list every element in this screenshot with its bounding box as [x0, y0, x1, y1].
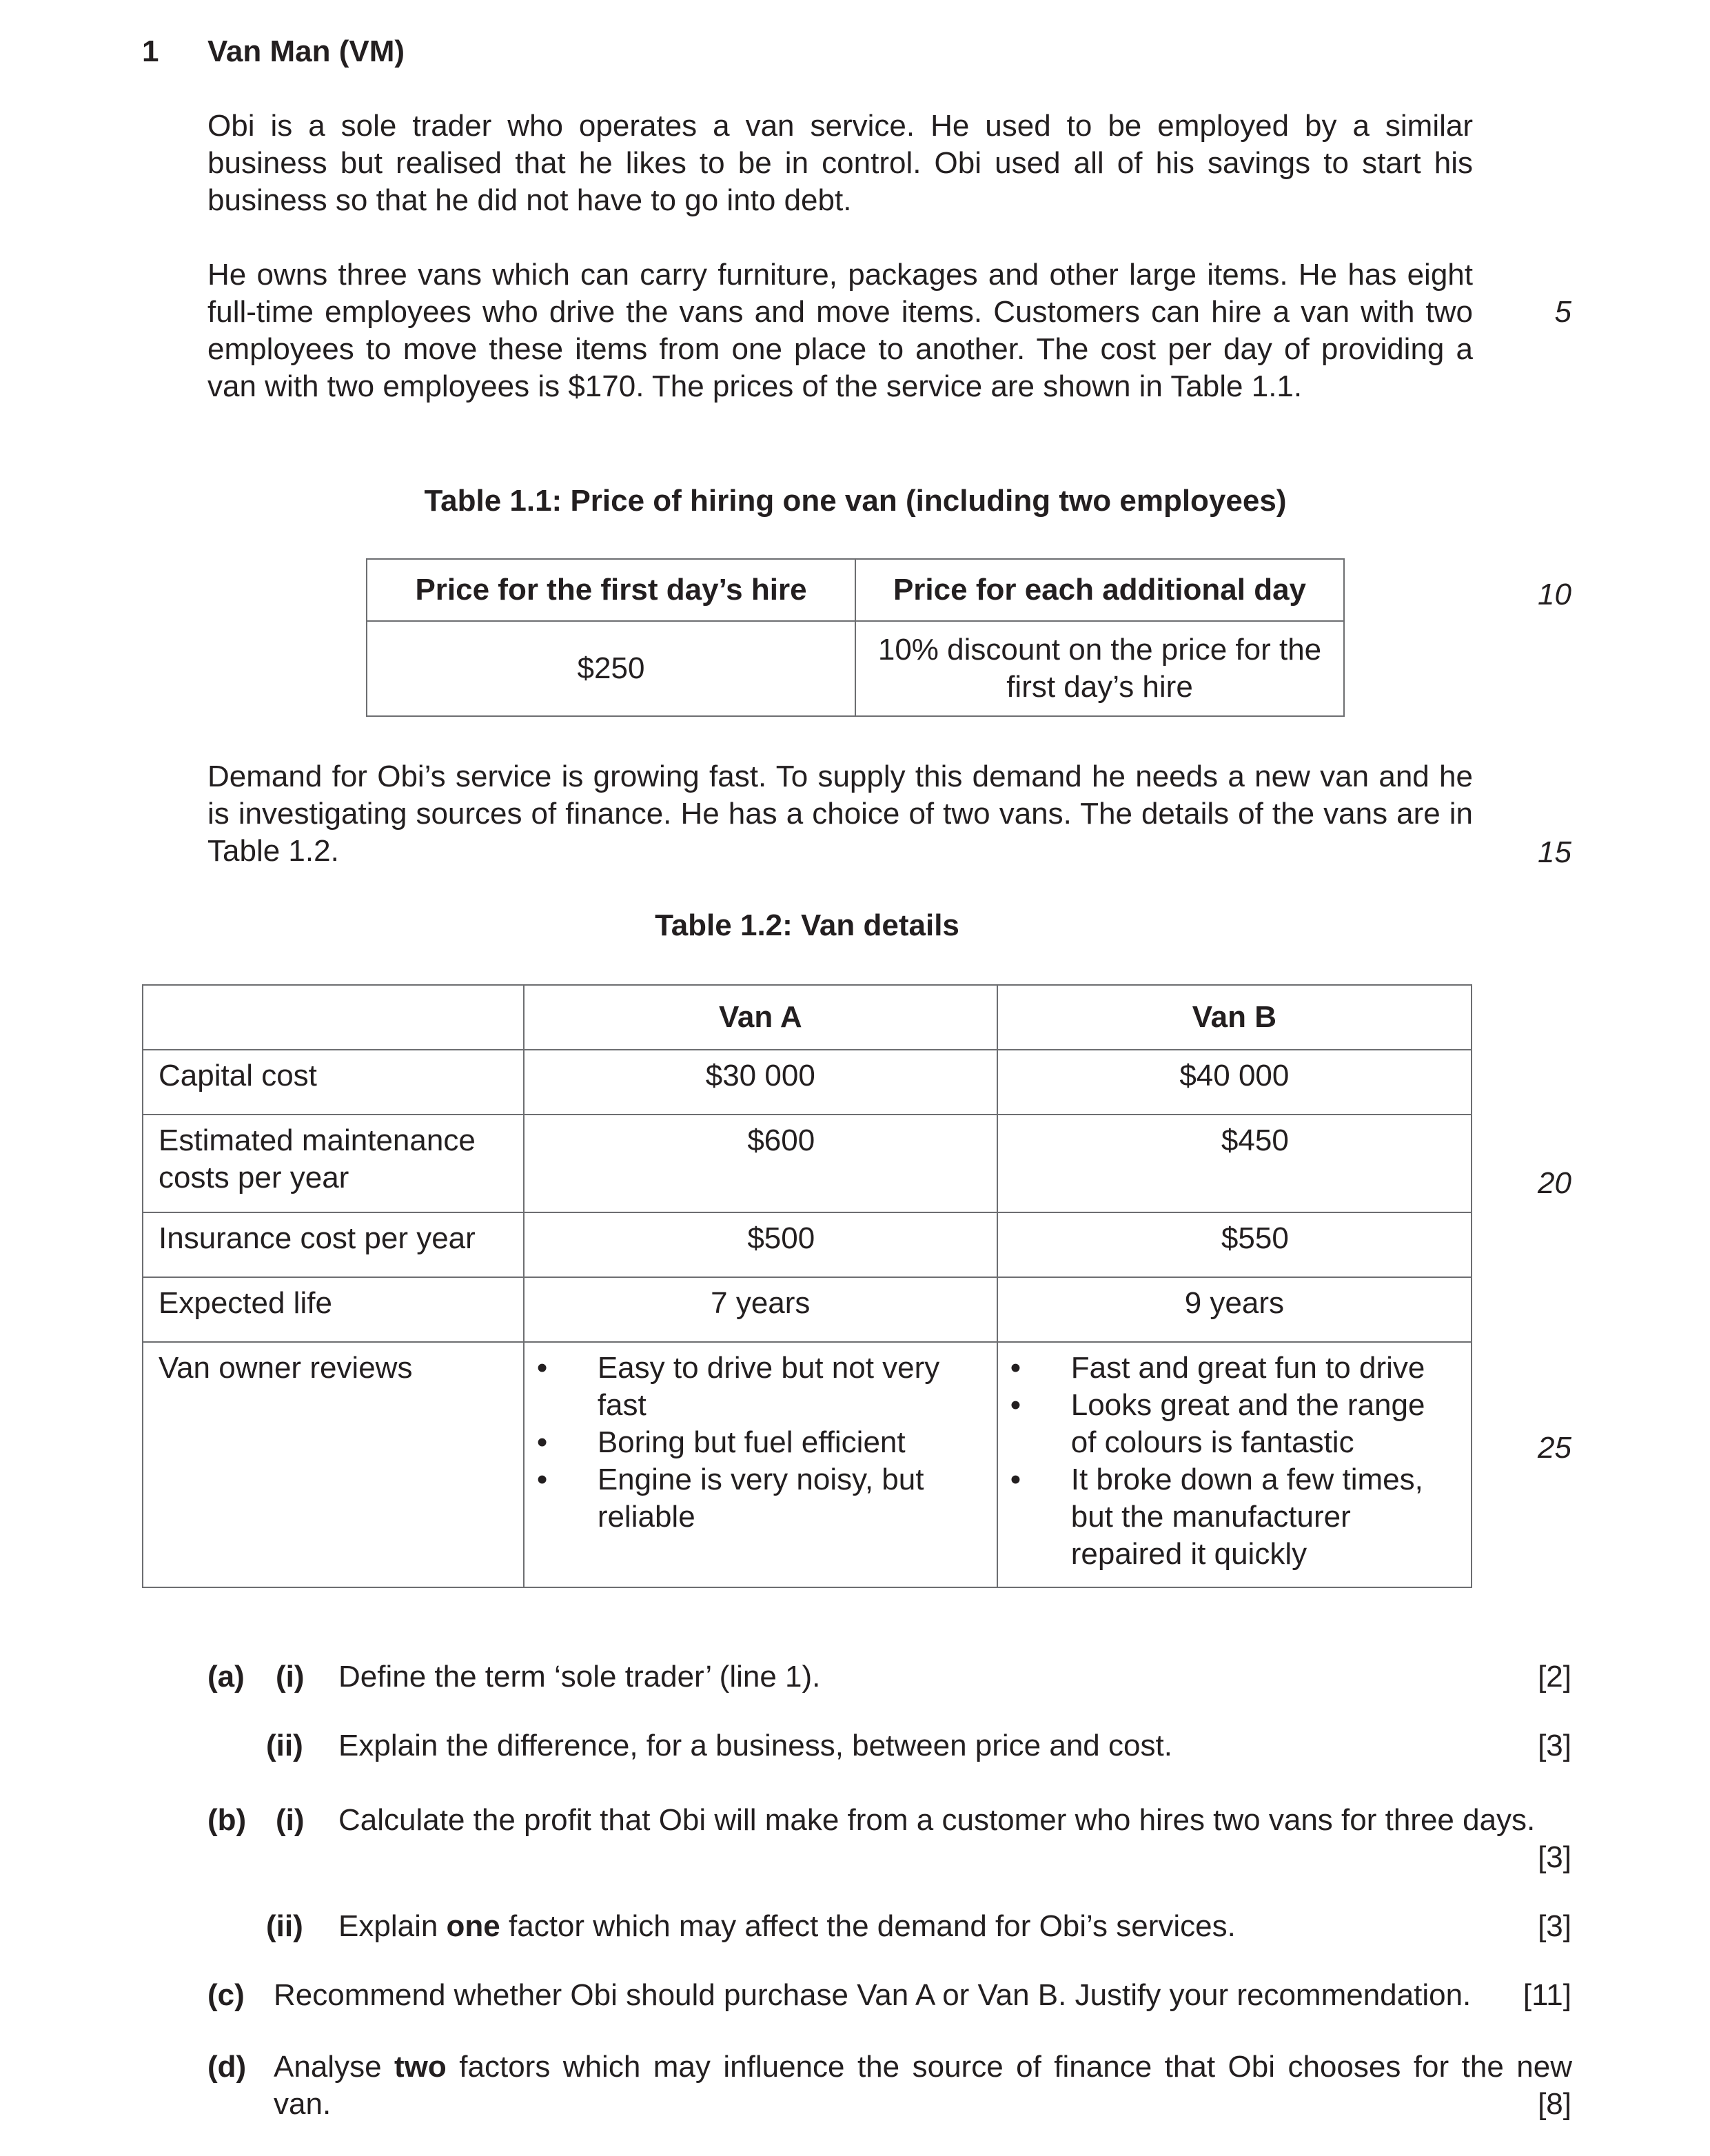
question-number: 1 [142, 34, 159, 68]
paragraph-2-text: He owns three vans which can carry furniture, packages and other large items. He has eight full-time employees who drive the vans and move items. Customers can hire a van with two employees to move these items from one place to another. The cost per day of providing a van with two employees is $170. The prices of the service are shown in Table 1.1. [207, 258, 1473, 403]
van-a-capital-cost: $30 000 [524, 1050, 997, 1115]
table-row [143, 1050, 1472, 1115]
van-b-maintenance: $450 [1221, 1123, 1289, 1157]
part-a-i-text: Define the term ‘sole trader’ (line 1). [338, 1660, 821, 1694]
table-2-header-van-a: Van A [524, 985, 997, 1050]
line-number-20: 20 [1538, 1166, 1571, 1200]
part-d-text: Analyse two factors which may influence the source of finance that Obi chooses for the new van. [274, 2050, 1572, 2121]
row-label-insurance: Insurance cost per year [143, 1212, 524, 1277]
list-item: • It broke down a few times, but the manufacturer repaired it quickly [1005, 1461, 1456, 1573]
table-1-cell-first-day: $250 [367, 621, 855, 716]
van-details-table [142, 984, 1472, 1588]
part-a-ii-text: Explain the difference, for a business, between price and cost. [338, 1729, 1172, 1762]
line-number-15: 15 [1538, 835, 1571, 869]
van-b-expected-life: 9 years [997, 1277, 1472, 1342]
van-b-capital-cost: $40 000 [997, 1050, 1472, 1115]
part-d-mark: [8] [1538, 2087, 1571, 2121]
list-item: • Boring but fuel efficient [531, 1424, 981, 1461]
paragraph-2 [207, 256, 1473, 405]
part-a-label: (a) [207, 1660, 245, 1694]
part-a-i-mark: [2] [1538, 1660, 1571, 1694]
part-b-ii-text: Explain one factor which may affect the demand for Obi’s services. [338, 1909, 1236, 1943]
part-a-ii-mark: [3] [1538, 1729, 1571, 1762]
paragraph-3 [207, 758, 1473, 870]
question-title: Van Man (VM) [207, 34, 405, 68]
row-label-reviews: Van owner reviews [143, 1342, 524, 1587]
table-2-header-van-b: Van B [997, 985, 1472, 1050]
list-item: • Engine is very noisy, but reliable [531, 1461, 981, 1536]
part-b-i-label: (i) [276, 1803, 305, 1837]
table-row [143, 1212, 1472, 1277]
table-2-header-blank [143, 985, 524, 1050]
paragraph-3-text: Demand for Obi’s service is growing fast. To supply this demand he needs a new van and he is investigating sources of finance. He has a choice of two vans. The details of the vans are in Table 1.2. [207, 760, 1473, 868]
part-c-text: Recommend whether Obi should purchase Van A or Van B. Justify your recommendation. [274, 1978, 1472, 2012]
van-b-reviews [997, 1342, 1472, 1587]
line-number-5: 5 [1554, 295, 1571, 329]
part-d-label: (d) [207, 2050, 247, 2084]
line-number-10: 10 [1538, 578, 1571, 611]
table-1-header-additional-day: Price for each additional day [855, 559, 1344, 621]
table-1-cell-additional-day: 10% discount on the price for the first day’s hire [855, 621, 1344, 716]
row-label-capital-cost: Capital cost [143, 1050, 524, 1115]
part-c-label: (c) [207, 1978, 245, 2012]
part-b-i-mark: [3] [1538, 1840, 1571, 1874]
part-b-ii-label: (ii) [266, 1909, 303, 1943]
part-b-i-text: Calculate the profit that Obi will make from a customer who hires two vans for three days. [338, 1803, 1536, 1837]
table-1-header-first-day: Price for the first day’s hire [367, 559, 855, 621]
van-b-insurance: $550 [1221, 1221, 1289, 1255]
table-row [143, 1277, 1472, 1342]
part-b-label: (b) [207, 1803, 247, 1837]
part-c-mark: [11] [1523, 1978, 1571, 2012]
part-a-ii-label: (ii) [266, 1729, 303, 1762]
row-label-maintenance: Estimated maintenance costs per year [143, 1115, 524, 1212]
table-1-caption: Table 1.1: Price of hiring one van (including two employees) [424, 484, 1287, 518]
paragraph-1-text: Obi is a sole trader who operates a van service. He used to be employed by a similar business but realised that he likes to be in control. Obi used all of his savings to start his business so that he did not have to go into debt. [207, 109, 1473, 217]
van-a-expected-life: 7 years [524, 1277, 997, 1342]
line-number-25: 25 [1538, 1431, 1571, 1465]
price-table [366, 558, 1345, 717]
part-a-i-label: (i) [276, 1660, 305, 1694]
van-a-maintenance: $600 [747, 1123, 815, 1157]
list-item: • Easy to drive but not very fast [531, 1350, 981, 1424]
table-row [143, 1342, 1472, 1587]
list-item: • Looks great and the range of colours is fantastic [1005, 1387, 1456, 1461]
van-a-reviews [524, 1342, 997, 1587]
table-row [143, 1115, 1472, 1212]
van-a-insurance: $500 [747, 1221, 815, 1255]
part-b-ii-mark: [3] [1538, 1909, 1571, 1943]
row-label-expected-life: Expected life [143, 1277, 524, 1342]
paragraph-1 [207, 108, 1473, 219]
table-2-caption: Table 1.2: Van details [655, 908, 959, 942]
list-item: • Fast and great fun to drive [1005, 1350, 1456, 1387]
